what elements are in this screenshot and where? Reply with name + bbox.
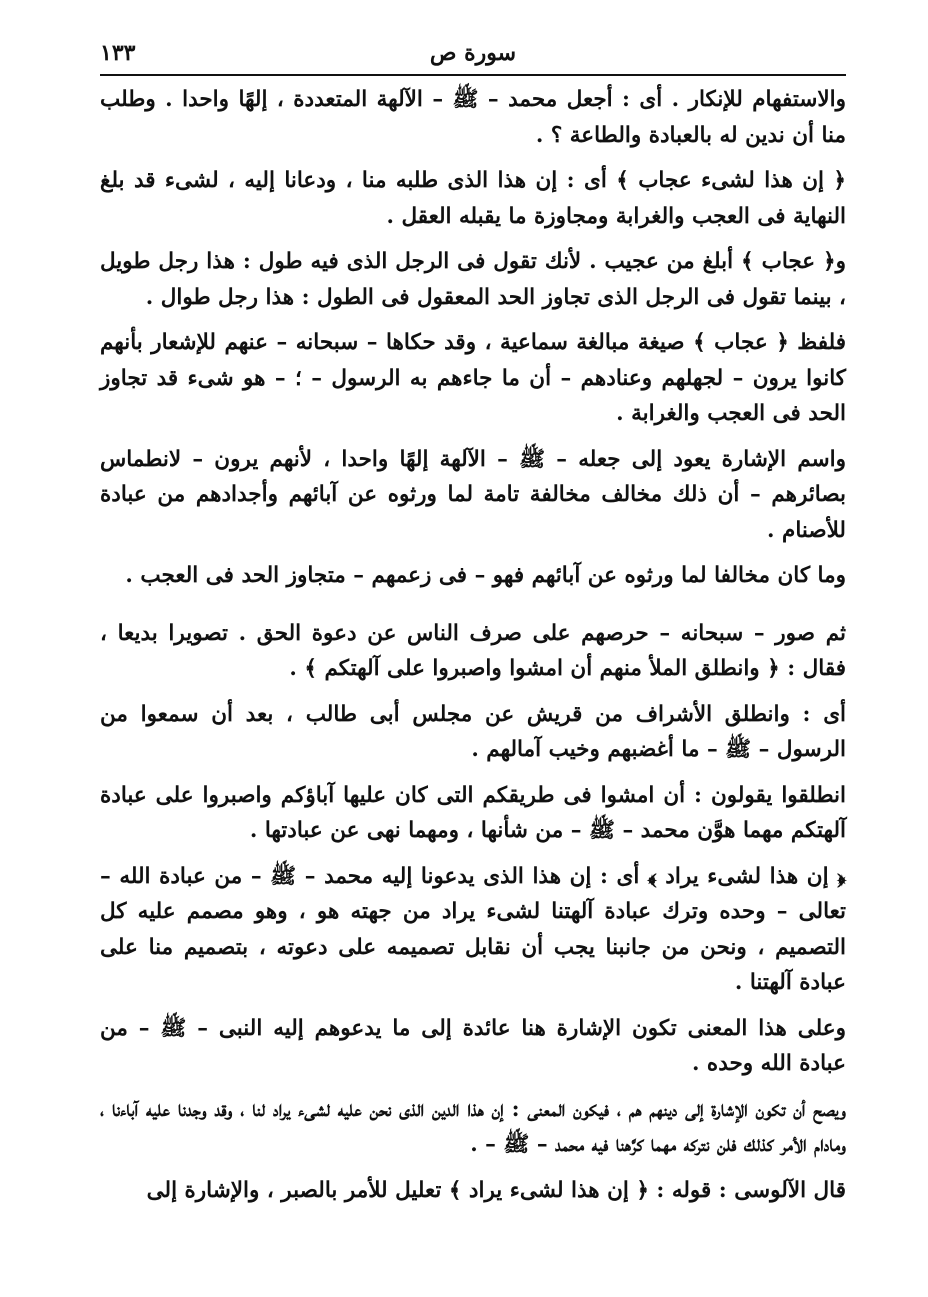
paragraph: انطلقوا يقولون : أن امشوا فى طريقكم التى كان عليها آباؤكم واصبروا على عبادة آلهتكم مهما هوَّن محمد – ﷺ – من شأنها ، ومهما نهى عن عبادتها .	[100, 782, 846, 843]
paragraph: فلفظ ﴿ عجاب ﴾ صيغة مبالغة سماعية ، وقد حكاها – سبحانه – عنهم للإشعار بأنهم كانوا يرون – لجهلهم وعنادهم – أن ما جاءهم به الرسول – ؛ – هو شىء قد تجاوز الحد فى العجب والغرابة .	[100, 330, 846, 426]
page-header	[100, 36, 846, 76]
paragraph: ﴿ إن هذا لشىء يراد ﴾ أى : إن هذا الذى يدعونا إليه محمد – ﷺ – من عبادة الله – تعالى – وحده وترك عبادة آلهتنا لشىء يراد من جهته هو ، وهو مصمم عليه كل التصميم ، ونحن من جانبنا يجب أن نقابل تصميمه على دعوته ، بتصميم منا على عبادة آلهتنا .	[100, 863, 846, 995]
paragraph: ويصح أن تكون الإشارة إلى دينهم هم ، فيكون المعنى : إن هذا الدين الذى نحن عليه لشىء يراد لنا ، وقد وجدنا عليه آباءنا ، ومادام الأمر كذلك فلن نتركه مهما كرَّهنا فيه محمد – ﷺ – .	[100, 1096, 846, 1157]
paragraph: أى : وانطلق الأشراف من قريش عن مجلس أبى طالب ، بعد أن سمعوا من الرسول – ﷺ – ما أغضبهم وخيب آمالهم .	[100, 701, 846, 762]
paragraph: وما كان مخالفا لما ورثوه عن آبائهم فهو – فى زعمهم – متجاوز الحد فى العجب .	[125, 563, 846, 588]
document-page	[100, 36, 846, 1218]
paragraph: ﴿ إن هذا لشىء عجاب ﴾ أى : إن هذا الذى طلبه منا ، ودعانا إليه ، لشىء قد بلغ النهاية فى العجب والغرابة ومجاوزة ما يقبله العقل .	[100, 168, 846, 229]
paragraph: قال الآلوسى : قوله : ﴿ إن هذا لشىء يراد ﴾ تعليل للأمر بالصبر ، والإشارة إلى	[146, 1177, 846, 1203]
page-body	[100, 76, 846, 1208]
paragraph: والاستفهام للإنكار . أى : أجعل محمد – ﷺ – الآلهة المتعددة ، إلهًا واحدا . وطلب منا أن ندين له بالعبادة والطاعة ؟ .	[100, 87, 846, 148]
paragraph: و﴿ عجاب ﴾ أبلغ من عجيب . لأنك تقول فى الرجل الذى فيه طول : هذا رجل طويل ، بينما تقول فى الرجل الذى تجاوز الحد المعقول فى الطول : هذا رجل طوال .	[100, 249, 846, 310]
paragraph: ثم صور – سبحانه – حرصهم على صرف الناس عن دعوة الحق . تصويرا بديعا ، فقال : ﴿ وانطلق الملأ منهم أن امشوا واصبروا على آلهتكم ﴾ .	[100, 620, 846, 681]
paragraph: وعلى هذا المعنى تكون الإشارة هنا عائدة إلى ما يدعوهم إليه النبى – ﷺ – من عبادة الله وحده .	[100, 1015, 846, 1076]
page-number: ١٣٣	[100, 40, 136, 66]
surah-title: سورة ص	[429, 40, 517, 66]
paragraph: واسم الإشارة يعود إلى جعله – ﷺ – الآلهة إلهًا واحدا ، لأنهم يرون – لانطماس بصائرهم – أن ذلك مخالف مخالفة تامة لما ورثوه عن آبائهم وأجدادهم من عبادة للأصنام .	[100, 446, 846, 543]
